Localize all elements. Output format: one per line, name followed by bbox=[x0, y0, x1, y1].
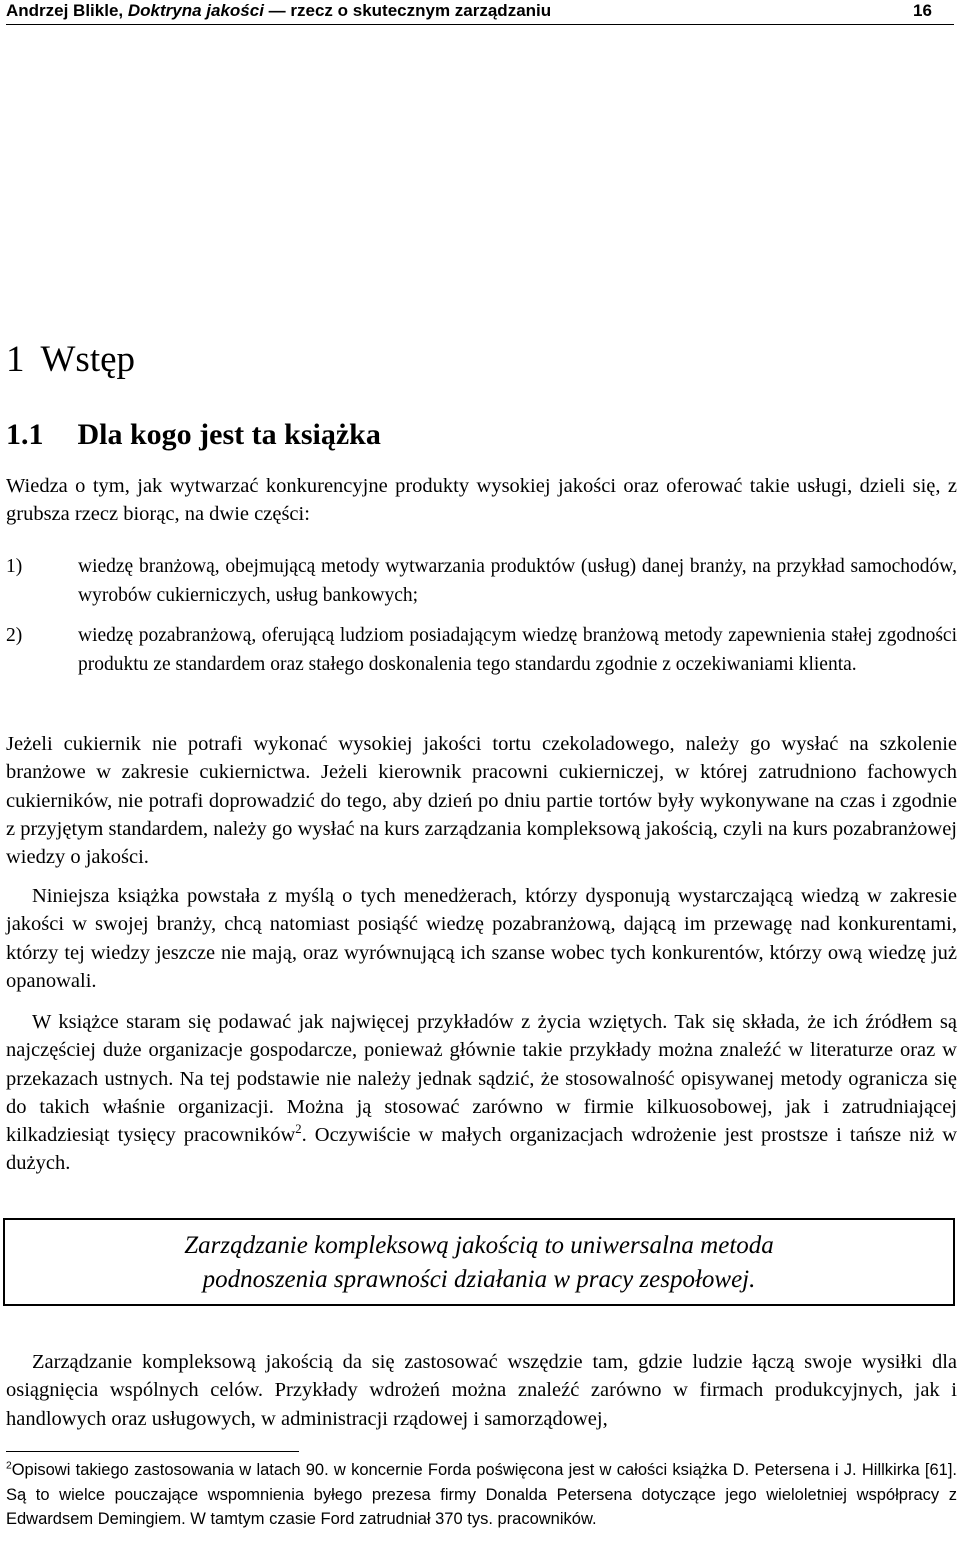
paragraph-text: . Oczywiście w małych organizacjach wdrożenie jest prostsze i tańsze niż w dużych. bbox=[6, 1124, 957, 1175]
body-paragraph: Jeżeli cukiernik nie potrafi wykonać wysokiej jakości tortu czekoladowego, należy go wysłać na szkolenie branżowe w zakresie cukiernictwa. Jeżeli kierownik pracowni cukierniczej, w której zatrudniono fachowych cukierników, nie potrafi doprowadzić do tego, aby dzień po dniu partie tortów były wykonywane na czas i zgodnie z przyjętym standardem, należy go wysłać na kurs zarządzania kompleksową jakością, czyli na kurs pozabranżowej wiedzy o jakości. bbox=[6, 733, 957, 869]
callout-box bbox=[3, 1218, 955, 1306]
chapter-number: 1 bbox=[6, 339, 25, 380]
footnote-separator bbox=[6, 1451, 299, 1452]
list-text: wiedzę branżową, obejmującą metody wytwarzania produktów (usług) danej branży, na przykład samochodów, wyrobów cukierniczych, usług bankowych; bbox=[78, 556, 957, 606]
chapter-heading bbox=[6, 338, 135, 381]
list-marker: 2) bbox=[6, 625, 23, 646]
running-header bbox=[6, 0, 954, 28]
callout-line: podnoszenia sprawności działania w pracy zespołowej. bbox=[202, 1266, 756, 1293]
header-rule bbox=[6, 24, 954, 25]
list-text: wiedzę pozabranżową, oferującą ludziom posiadającym wiedzę branżową metody zapewnienia stałej zgodności produktu ze standardem oraz stałego doskonalenia tego standardu zgodnie z oczekiwaniami klienta. bbox=[78, 625, 957, 675]
footnote bbox=[6, 1458, 957, 1532]
section-title: Dla kogo jest ta książka bbox=[77, 418, 381, 451]
intro-paragraph: Wiedza o tym, jak wytwarzać konkurencyjne produkty wysokiej jakości oraz oferować takie usługi, dzieli się, z grubsza rzecz biorąc, na dwie części: bbox=[6, 475, 957, 526]
chapter-title: Wstęp bbox=[40, 339, 136, 380]
header-book-title: Doktryna jakości bbox=[127, 1, 264, 20]
paragraph-text: W książce staram się podawać jak najwięcej przykładów z życia wziętych. Tak się składa, że ich źródłem są najczęściej duże organizacje gospodarcze, ponieważ głównie takie przykłady można znaleźć w literaturze oraz w przekazach ustnych. Na tej podstawie nie należy jednak sądzić, że stosowalność opisywanej metody ogranicza się do takich właśnie organizacji. Można ją stosować zarówno w firmie kilkuosobowej, jak i zatrudniającej kilkadziesiąt tysięcy pracowników bbox=[6, 1011, 957, 1147]
header-subtitle: — rzecz o skutecznym zarządzaniu bbox=[263, 1, 552, 20]
footnote-text: Opisowi takiego zastosowania w latach 90. w koncernie Forda poświęcona jest w całości książka D. Petersena i J. Hillkirka [61]. Są to wielce pouczające wspomnienia byłego prezesa firmy Donalda Petersena dotyczące jego wieloletniej współpracy z Edwardsem Demingiem. W tamtym czasie Ford zatrudniał 370 tys. pracowników. bbox=[6, 1461, 957, 1528]
page-number: 16 bbox=[913, 1, 932, 20]
list-item bbox=[6, 552, 957, 610]
header-author: Andrzej Blikle, bbox=[6, 1, 124, 20]
list-item bbox=[6, 621, 957, 679]
body-paragraph bbox=[6, 1008, 957, 1178]
section-heading bbox=[6, 418, 381, 452]
footnote-reference[interactable]: 2 bbox=[295, 1122, 302, 1137]
callout-line: Zarządzanie kompleksową jakością to uniwersalna metoda bbox=[184, 1232, 774, 1259]
footnote-marker: 2 bbox=[6, 1460, 12, 1472]
section-number: 1.1 bbox=[6, 418, 44, 451]
body-paragraph: Zarządzanie kompleksową jakością da się zastosować wszędzie tam, gdzie ludzie łączą swoje wysiłki dla osiągnięcia wspólnych celów. Przykłady wdrożeń można znaleźć zarówno w firmach produkcyjnych, jak i handlowych oraz usługowych, w administracji rządowej i samorządowej, bbox=[6, 1351, 957, 1430]
list-marker: 1) bbox=[6, 556, 23, 577]
header-text bbox=[6, 1, 551, 21]
body-paragraph: Niniejsza książka powstała z myślą o tych menedżerach, którzy dysponują wystarczającą wiedzą w zakresie jakości w swojej branży, chcą natomiast posiąść wiedzę pozabranżową, dającą im przewagę nad konkurentami, którzy tej wiedzy jeszcze nie mają, oraz wyrównującą ich szanse wobec tych konkurentów, którzy ową wiedzę już opanowali. bbox=[6, 885, 957, 992]
